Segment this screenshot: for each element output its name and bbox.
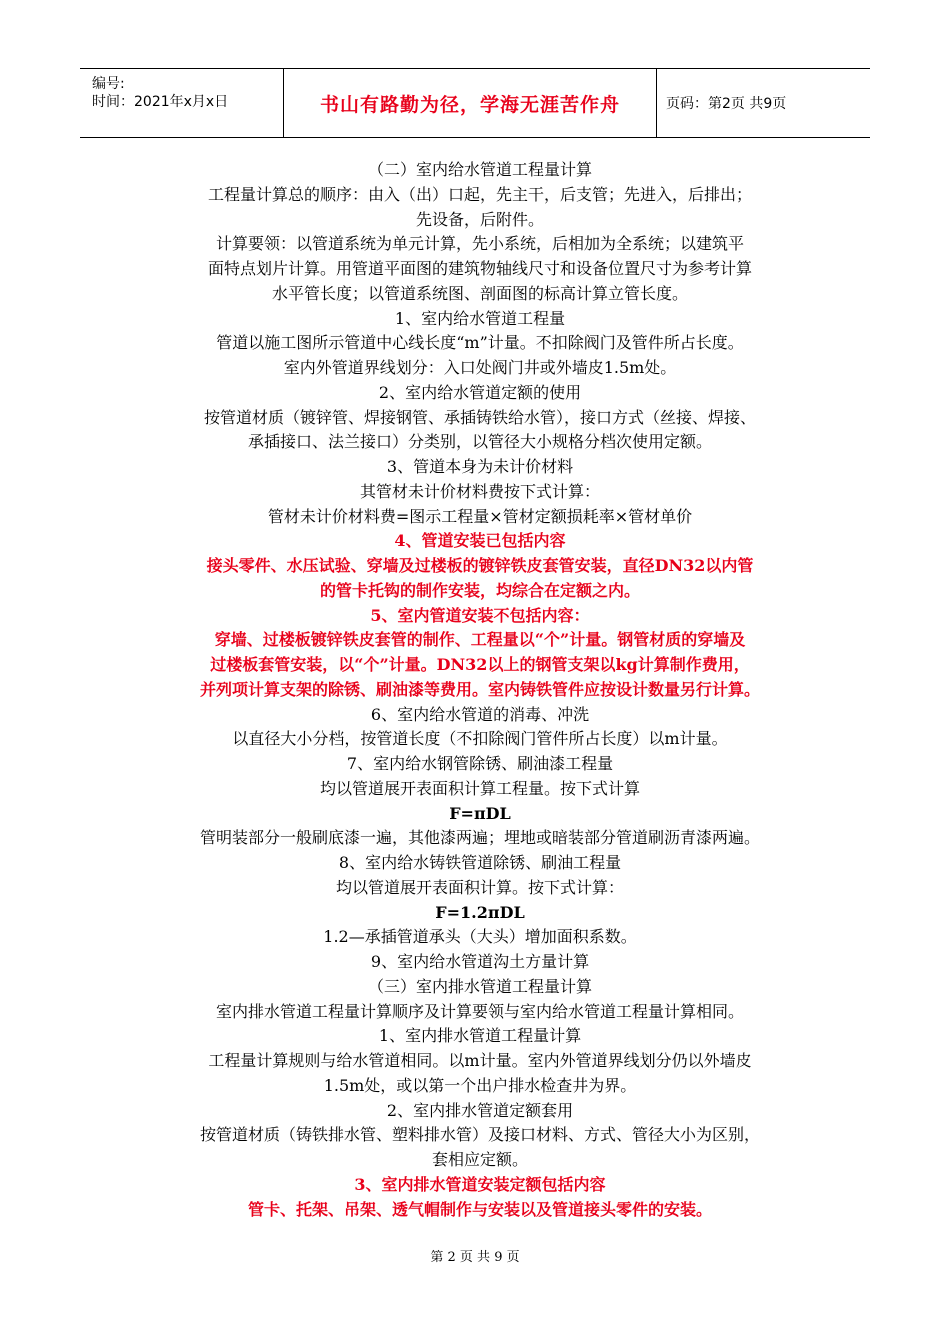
header-motto-cell (283, 69, 657, 137)
header-page-cell (656, 69, 870, 137)
text-line: 2、室内给水管道定额的使用 (378, 382, 582, 402)
document-time-label: 时间：2021年x月x日 (92, 94, 229, 110)
text-line: 管明装部分一般刷底漆一遍，其他漆两遍；埋地或暗装部分管道刷沥青漆两遍。 (199, 828, 760, 848)
text-line: 5、室内管道安装不包括内容： (370, 605, 590, 625)
text-line: 3、室内排水管道安装定额包括内容 (354, 1174, 606, 1194)
header-motto: 书山有路勤为径，学海无涯苦作舟 (319, 93, 620, 116)
text-line: 接头零件、水压试验、穿墙及过楼板的镀锌铁皮套管安装，直径DN32以内管 (206, 556, 754, 575)
text-line: 工程量计算总的顺序：由入（出）口起，先主干，后支管；先进入，后排出； (207, 184, 752, 204)
document-number-label: 编号: (92, 76, 125, 92)
text-line: 4、管道安装已包括内容 (394, 531, 566, 551)
text-line: 按管道材质（铸铁排水管、塑料排水管）及接口材料、方式、管径大小为区别， (199, 1125, 760, 1145)
page-header (80, 68, 870, 138)
text-line: 以直径大小分档，按管道长度（不扣除阀门管件所占长度）以m计量。 (232, 729, 728, 749)
text-line: 9、室内给水管道沟土方量计算 (370, 952, 590, 971)
text-line: 1、室内排水管道工程量计算 (378, 1026, 582, 1046)
page-footer: 第 2 页 共 9 页 (430, 1250, 520, 1265)
header-page-info: 页码：第2页 共9页 (666, 96, 787, 112)
text-line: 2、室内排水管道定额套用 (386, 1100, 574, 1120)
text-line: 管卡、托架、吊架、透气帽制作与安装以及管道接头零件的安装。 (247, 1199, 712, 1219)
header-meta-cell (80, 69, 283, 137)
text-line: 承插接口、法兰接口）分类别，以管径大小规格分档次使用定额。 (247, 432, 712, 452)
text-line: 穿墙、过楼板镀锌铁皮套管的制作、工程量以“个”计量。钢管材质的穿墙及 (214, 630, 746, 650)
text-line: 7、室内给水钢管除锈、刷油漆工程量 (346, 754, 614, 773)
text-line: 均以管道展开表面积计算工程量。按下式计算 (319, 778, 640, 798)
text-line: 并列项计算支架的除锈、刷油漆等费用。室内铸铁管件应按设计数量另行计算。 (199, 679, 760, 699)
text-line: 套相应定额。 (431, 1150, 528, 1169)
text-line: 工程量计算规则与给水管道相同。以m计量。室内外管道界线划分仍以外墙皮 (208, 1051, 752, 1070)
text-line: F=πDL (449, 803, 511, 823)
text-line: F=1.2πDL (435, 902, 525, 922)
text-line: 1、室内给水管道工程量 (394, 308, 566, 328)
text-line: 面特点划片计算。用管道平面图的建筑物轴线尺寸和设备位置尺寸为参考计算 (207, 259, 752, 278)
text-line: 6、室内给水管道的消毒、冲洗 (370, 704, 590, 724)
text-line: （二）室内给水管道工程量计算 (367, 160, 592, 179)
text-line: 管材未计价材料费=图示工程量×管材定额损耗率×管材单价 (267, 506, 693, 526)
text-line: 1.2—承插管道承头（大头）增加面积系数。 (323, 927, 637, 947)
text-line: 1.5m处，或以第一个出户排水检查井为界。 (323, 1075, 637, 1095)
text-line: 室内外管道界线划分：入口处阀门井或外墙皮1.5m处。 (283, 358, 677, 377)
document-body (130, 158, 830, 1222)
text-line: 水平管长度；以管道系统图、剖面图的标高计算立管长度。 (271, 283, 688, 303)
text-line: 8、室内给水铸铁管道除锈、刷油工程量 (338, 853, 622, 872)
text-line: 其管材未计价材料费按下式计算： (359, 481, 600, 501)
text-line: （三）室内排水管道工程量计算 (367, 976, 592, 996)
text-line: 计算要领：以管道系统为单元计算，先小系统，后相加为全系统；以建筑平 (215, 234, 744, 254)
text-line: 3、管道本身为未计价材料 (386, 457, 574, 476)
text-line: 过楼板套管安装，以“个”计量。DN32以上的钢管支架以kg计算制作费用， (210, 655, 750, 674)
text-line: 先设备，后附件。 (415, 209, 544, 229)
text-line: 按管道材质（镀锌管、焊接钢管、承插铸铁给水管），接口方式（丝接、焊接、 (203, 407, 756, 427)
text-line: 均以管道展开表面积计算。按下式计算： (335, 877, 624, 897)
text-line: 管道以施工图所示管道中心线长度“m”计量。不扣除阀门及管件所占长度。 (216, 333, 744, 353)
text-line: 室内排水管道工程量计算顺序及计算要领与室内给水管道工程量计算相同。 (215, 1001, 744, 1021)
text-line: 的管卡托钩的制作安装，均综合在定额之内。 (319, 580, 640, 600)
